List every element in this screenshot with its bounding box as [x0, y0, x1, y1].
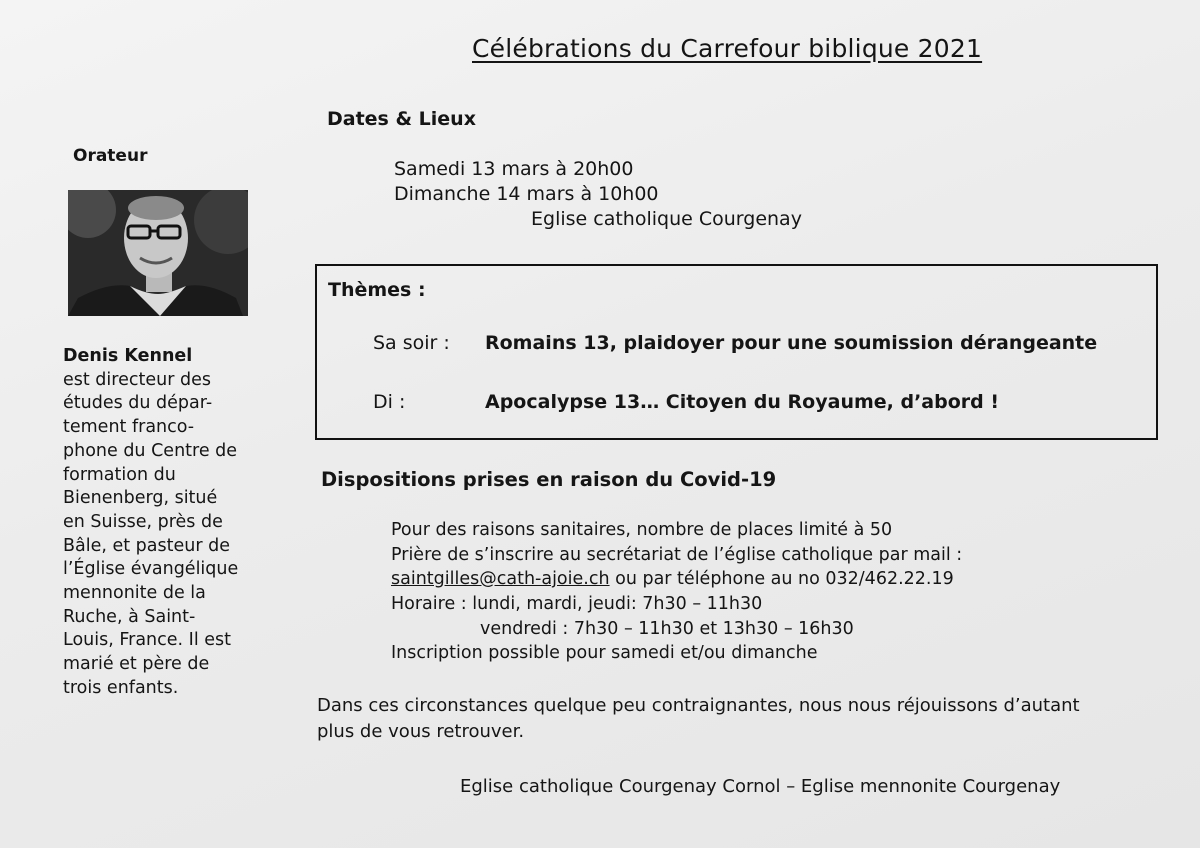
dates-heading: Dates & Lieux [327, 108, 476, 130]
bio-line: marié et père de [63, 654, 210, 675]
bio-line: Louis, France. Il est [63, 630, 231, 651]
closing-line-2: plus de vous retrouver. [317, 721, 525, 742]
speaker-name: Denis Kennel [63, 346, 193, 366]
document-title: Célébrations du Carrefour biblique 2021 [472, 34, 983, 63]
covid-heading: Dispositions prises en raison du Covid-19 [321, 468, 777, 491]
speaker-bio [63, 345, 263, 701]
covid-contact [391, 569, 954, 589]
portrait-icon [68, 190, 248, 316]
office-hours-friday: vendredi : 7h30 – 11h30 et 13h30 – 16h30 [480, 619, 854, 639]
covid-capacity: Pour des raisons sanitaires, nombre de places limité à 50 [391, 520, 893, 540]
event-location: Eglise catholique Courgenay [531, 208, 802, 230]
theme-saturday-label: Sa soir : [373, 332, 450, 354]
theme-saturday-text: Romains 13, plaidoyer pour une soumission dérangeante [485, 332, 1098, 354]
bio-line: mennonite de la [63, 583, 206, 604]
bio-line: trois enfants. [63, 677, 179, 698]
bio-line: Ruche, à Saint- [63, 606, 196, 627]
date-saturday: Samedi 13 mars à 20h00 [394, 158, 634, 180]
email-link[interactable]: saintgilles@cath-ajoie.ch [391, 569, 610, 589]
phone-text: ou par téléphone au no 032/462.22.19 [609, 569, 954, 589]
themes-heading: Thèmes : [328, 279, 426, 301]
closing-line-1: Dans ces circonstances quelque peu contraignantes, nous nous réjouissons d’autant [317, 695, 1080, 716]
bio-line: formation du [63, 464, 176, 485]
organizers-footer: Eglise catholique Courgenay Cornol – Eglise mennonite Courgenay [460, 776, 1061, 797]
bio-line: Bâle, et pasteur de [63, 535, 230, 556]
date-sunday: Dimanche 14 mars à 10h00 [394, 183, 659, 205]
bio-line: tement franco- [63, 417, 195, 438]
bio-line: Bienenberg, situé [63, 488, 218, 509]
bio-line: phone du Centre de [63, 440, 238, 461]
bio-line: l’Église évangélique [63, 559, 239, 580]
registration-note: Inscription possible pour samedi et/ou dimanche [391, 643, 818, 663]
speaker-heading: Orateur [73, 146, 148, 166]
theme-sunday-label: Di : [373, 391, 406, 413]
speaker-photo [68, 190, 248, 316]
bio-line: en Suisse, près de [63, 511, 223, 532]
theme-sunday-text: Apocalypse 13… Citoyen du Royaume, d’abord ! [485, 391, 1000, 413]
covid-registration: Prière de s’inscrire au secrétariat de l’église catholique par mail : [391, 545, 963, 565]
bio-line: études du dépar- [63, 393, 213, 414]
bio-line: est directeur des [63, 369, 211, 390]
office-hours: Horaire : lundi, mardi, jeudi: 7h30 – 11h30 [391, 594, 763, 614]
